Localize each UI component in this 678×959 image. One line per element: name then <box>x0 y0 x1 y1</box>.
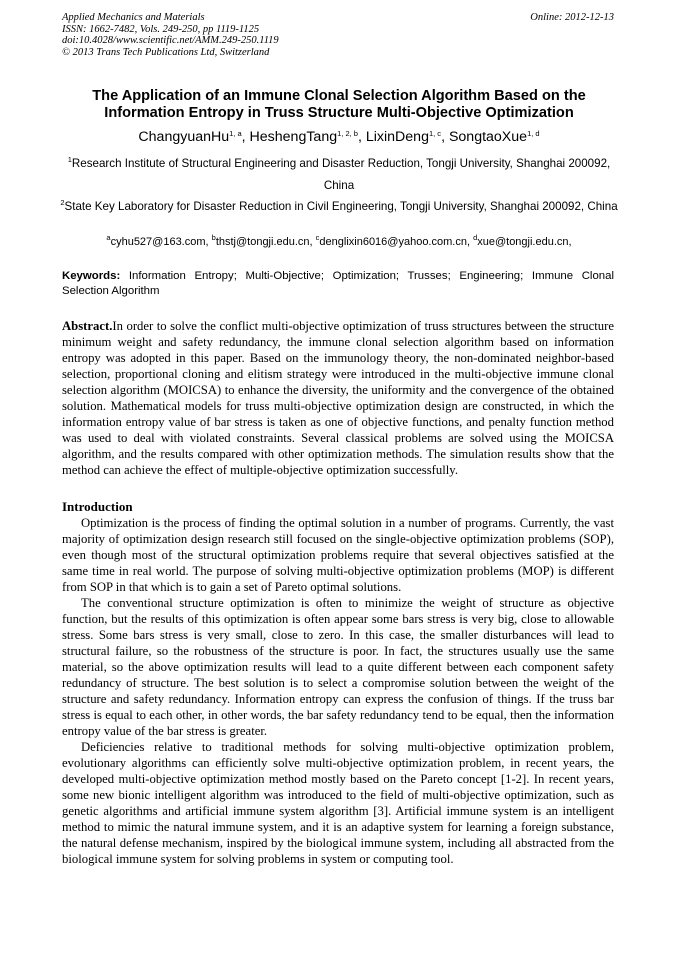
keywords <box>62 269 614 299</box>
online-date: Online: 2012-12-13 <box>530 12 614 23</box>
paragraph: The conventional structure optimization is often to minimize the weight of structure as objective function, but the results of this optimization is often appear some bars stress is very big, close to allowable stress. Some bars stress is very small, close to zero. In this case, the smaller disturbances will lead to structural failure, so the robustness of the structure is poor. In fact, the structures usually use the same material, so the above optimization results will lead to a quite different between each component safety redundancy of structure. The best solution is to select a compromise solution between the weight of the structure and safety redundancy. Information entropy can express the confusion of things. If the truss bar stress is equal to each other, in other words, the bar safety redundancy tend to be equal, then the information entropy value of the bar stress is greater. <box>62 596 614 738</box>
affiliation-1: $^1$Research Institute of Structural Engineering and Disaster Reduction, Tongji University, Shanghai 200092, China <box>67 155 611 192</box>
author: HeshengTang$^{1, 2, b}$, <box>249 129 366 145</box>
email-link[interactable]: cyhu527@163.com, <box>110 236 212 248</box>
email-link[interactable]: thstj@tongji.edu.cn, <box>215 236 316 248</box>
keywords-text: Information Entropy; Multi-Objective; Optimization; Trusses; Engineering; Immune Clonal Selection Algorithm <box>62 270 614 297</box>
email-link[interactable]: xue@tongji.edu.cn, <box>477 236 572 248</box>
affiliation-2: $^2$State Key Laboratory for Disaster Reduction in Civil Engineering, Tongji University, Shanghai 200092, China <box>60 198 618 213</box>
abstract <box>62 318 614 478</box>
email-link[interactable]: denglixin6016@yahoo.com.cn, <box>319 236 474 248</box>
journal-name: Applied Mechanics and Materials <box>62 12 205 23</box>
issn-line: ISSN: 1662-7482, Vols. 249-250, pp 1119-1125 <box>62 23 260 35</box>
paragraph: Optimization is the process of finding the optimal solution in a number of programs. Currently, the vast majority of optimization design research still focused on the single-objective optimization problems (SOP), even though most of the structural optimization problems require that several objectives satisfied at the same time in real world. The purpose of solving multi-objective optimization problems (MOP) is different from SOP in that which is to gain a set of Pareto optimal solutions. <box>62 516 614 594</box>
introduction-body <box>62 515 614 867</box>
author-list <box>40 127 638 147</box>
publication-header <box>62 12 279 58</box>
author-emails: $^a$cyhu527@163.com, $^b$thstj@tongji.edu.cn, $^c$denglixin6016@yahoo.com.cn, $^d$xue@tongji.edu.cn, <box>106 233 572 248</box>
doi-line: doi:10.4028/www.scientific.net/AMM.249-250.1119 <box>62 35 279 47</box>
author: LixinDeng$^{1, c}$, <box>365 129 449 145</box>
section-heading-introduction: Introduction <box>62 499 133 514</box>
title-line-2: Information Entropy in Truss Structure Multi-Objective Optimization <box>104 105 574 121</box>
abstract-text: In order to solve the conflict multi-objective optimization of truss structures between the structure minimum weight and safety redundancy, the immune clonal selection algorithm based on information entropy was adopted in this paper. Based on the immunology theory, the non-dominated neighbor-based selection, proportional cloning and elitism strategy were introduced in the multi-objective immune clonal selection algorithm (MOICSA) to enhance the diversity, the uniformity and the convergence of the obtained solution. Mathematical models for truss multi-objective optimization design are constructed, in which the information entropy value of bar stress is taken as one of objective functions, and penalty function method was used to deal with violated constraints. Several classical problems are solved using the MOICSA algorithm, and the results compared with other optimization methods. The simulation results show that the method can achieve the effect of multiple-objective optimization successfully. <box>62 319 614 477</box>
abstract-label: Abstract. <box>62 319 113 333</box>
author: ChangyuanHu$^{1, a}$, <box>138 129 250 145</box>
paper-title <box>40 88 638 122</box>
title-line-1: The Application of an Immune Clonal Selection Algorithm Based on the <box>92 88 586 104</box>
keywords-label: Keywords: <box>62 270 121 282</box>
paragraph: Deficiencies relative to traditional methods for solving multi-objective optimization problem, evolutionary algorithms can efficiently solve multi-objective optimization problem, in recent years, the developed multi-objective optimization method mostly based on the Pareto concept [1-2]. In recent years, some new bionic intelligent algorithm was introduced to the field of multi-objective optimization, such as genetic algorithms and artificial immune system algorithm [3]. Artificial immune system is an intelligent method to mimic the natural immune system, and it is an adaptive system for learning a foreign substance, the natural defense mechanism, inspired by the biological immune system, including all abstracted from the biological immune system for solving problems in system or computing tool. <box>62 740 614 866</box>
copyright-line: © 2013 Trans Tech Publications Ltd, Switzerland <box>62 46 270 58</box>
author: SongtaoXue$^{1, d}$ <box>448 129 540 145</box>
